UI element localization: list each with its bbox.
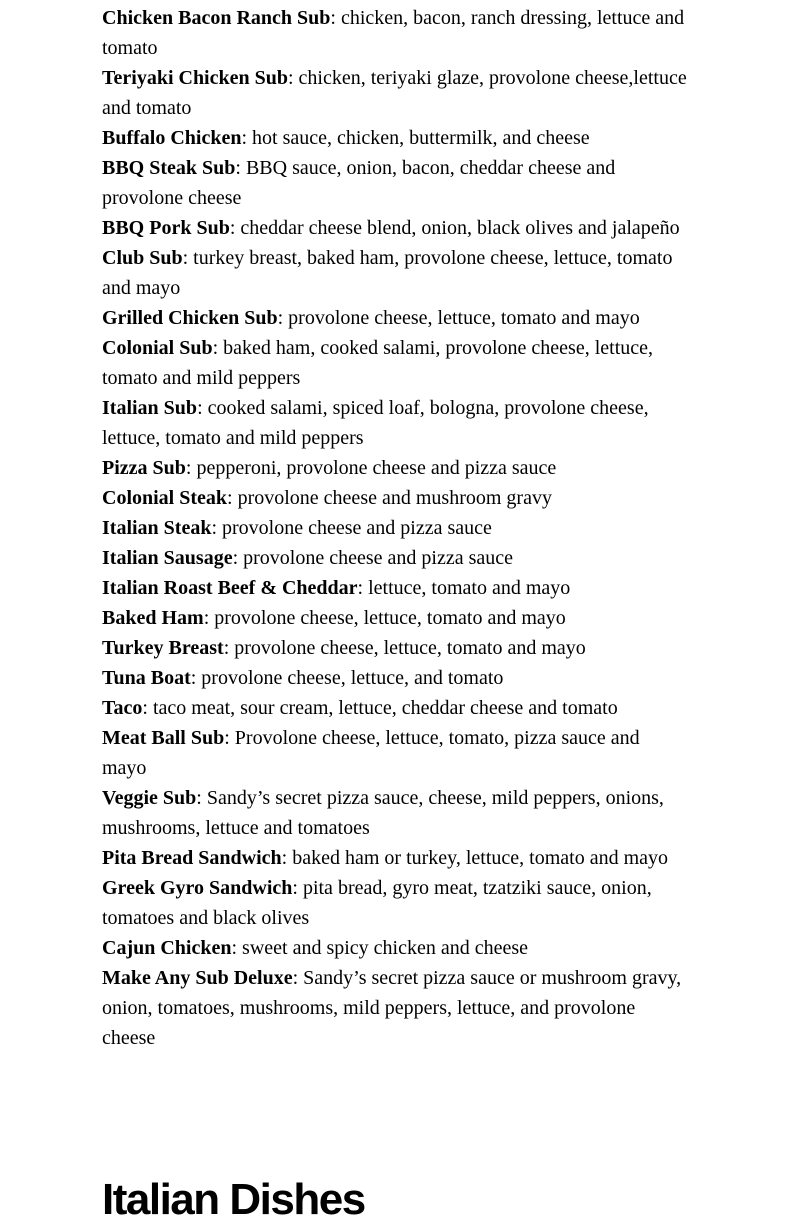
menu-item-name: BBQ Pork Sub (102, 217, 230, 239)
menu-item-description: : provolone cheese, lettuce, tomato and mayo (277, 307, 640, 329)
menu-item-description: : hot sauce, chicken, buttermilk, and cheese (241, 127, 590, 149)
menu-item-description: : provolone cheese and pizza sauce (232, 547, 514, 569)
menu-item (102, 933, 687, 963)
menu-item-name: Veggie Sub (102, 787, 197, 809)
menu-item-name: Greek Gyro Sandwich (102, 877, 293, 899)
menu-item-description: : provolone cheese, lettuce, and tomato (190, 667, 504, 689)
menu-item (102, 963, 687, 1053)
subs-menu-list (102, 3, 687, 1053)
menu-item-description: : chicken, bacon, ranch dressing, lettuce and tomato (102, 7, 685, 59)
menu-item-description: : provolone cheese, lettuce, tomato and mayo (203, 607, 566, 629)
menu-item (102, 573, 687, 603)
menu-item-name: Italian Roast Beef & Cheddar (102, 577, 358, 599)
menu-item-description: : chicken, teriyaki glaze, provolone cheese,lettuce and tomato (102, 67, 687, 119)
menu-item (102, 303, 687, 333)
menu-item-description: : turkey breast, baked ham, provolone cheese, lettuce, tomato and mayo (102, 247, 673, 299)
menu-item-description: : Sandy’s secret pizza sauce, cheese, mild peppers, onions, mushrooms, lettuce and tomatoes (102, 787, 664, 839)
menu-item (102, 693, 687, 723)
menu-item-description: : pita bread, gyro meat, tzatziki sauce, onion, tomatoes and black olives (102, 877, 652, 929)
menu-item (102, 393, 687, 453)
menu-item-description: : lettuce, tomato and mayo (357, 577, 571, 599)
menu-item-description: : baked ham or turkey, lettuce, tomato and mayo (281, 847, 669, 869)
menu-item (102, 63, 687, 123)
menu-item-name: Taco (102, 697, 143, 719)
menu-item-description: : cheddar cheese blend, onion, black olives and jalapeño (229, 217, 680, 239)
menu-item-name: Italian Steak (102, 517, 212, 539)
menu-item-name: Pizza Sub (102, 457, 186, 479)
menu-item (102, 663, 687, 693)
menu-item-description: : sweet and spicy chicken and cheese (231, 937, 529, 959)
menu-item (102, 453, 687, 483)
menu-item (102, 543, 687, 573)
menu-item (102, 153, 687, 213)
menu-item-description: : cooked salami, spiced loaf, bologna, provolone cheese, lettuce, tomato and mild peppers (102, 397, 649, 449)
menu-item (102, 3, 687, 63)
menu-item-description: : provolone cheese and pizza sauce (211, 517, 492, 539)
menu-item (102, 873, 687, 933)
menu-item (102, 123, 687, 153)
menu-item-name: Turkey Breast (102, 637, 224, 659)
menu-item (102, 633, 687, 663)
menu-item-name: Tuna Boat (102, 667, 191, 689)
section-heading-italian-dishes: Italian Dishes (102, 1175, 365, 1224)
menu-item (102, 243, 687, 303)
menu-item-description: : Provolone cheese, lettuce, tomato, pizza sauce and mayo (102, 727, 640, 779)
menu-item (102, 213, 687, 243)
menu-item-name: Italian Sausage (102, 547, 233, 569)
menu-item-name: Buffalo Chicken (102, 127, 242, 149)
menu-item-name: Grilled Chicken Sub (102, 307, 278, 329)
menu-item-description: : Sandy’s secret pizza sauce or mushroom gravy, onion, tomatoes, mushrooms, mild peppers, lettuce, and provolone cheese (102, 967, 682, 1049)
menu-item (102, 513, 687, 543)
menu-item-description: : pepperoni, provolone cheese and pizza sauce (185, 457, 557, 479)
menu-item-name: Colonial Steak (102, 487, 228, 509)
menu-item-name: Pita Bread Sandwich (102, 847, 282, 869)
menu-item (102, 723, 687, 783)
menu-item-description: : taco meat, sour cream, lettuce, cheddar cheese and tomato (142, 697, 618, 719)
menu-item-description: : BBQ sauce, onion, bacon, cheddar cheese and provolone cheese (102, 157, 616, 209)
menu-item (102, 333, 687, 393)
menu-item-name: Teriyaki Chicken Sub (102, 67, 288, 89)
menu-item-description: : provolone cheese, lettuce, tomato and mayo (223, 637, 586, 659)
menu-item-name: Colonial Sub (102, 337, 213, 359)
menu-item-description: : baked ham, cooked salami, provolone cheese, lettuce, tomato and mild peppers (102, 337, 653, 389)
menu-item (102, 483, 687, 513)
menu-item-name: Meat Ball Sub (102, 727, 225, 749)
menu-item-name: BBQ Steak Sub (102, 157, 236, 179)
menu-item (102, 783, 687, 843)
menu-item (102, 843, 687, 873)
menu-item-name: Cajun Chicken (102, 937, 232, 959)
menu-item-name: Club Sub (102, 247, 183, 269)
menu-item (102, 603, 687, 633)
menu-item-name: Baked Ham (102, 607, 204, 629)
menu-item-name: Italian Sub (102, 397, 198, 419)
menu-item-name: Make Any Sub Deluxe (102, 967, 293, 989)
menu-content (102, 3, 687, 1053)
menu-item-description: : provolone cheese and mushroom gravy (227, 487, 552, 509)
menu-item-name: Chicken Bacon Ranch Sub (102, 7, 331, 29)
